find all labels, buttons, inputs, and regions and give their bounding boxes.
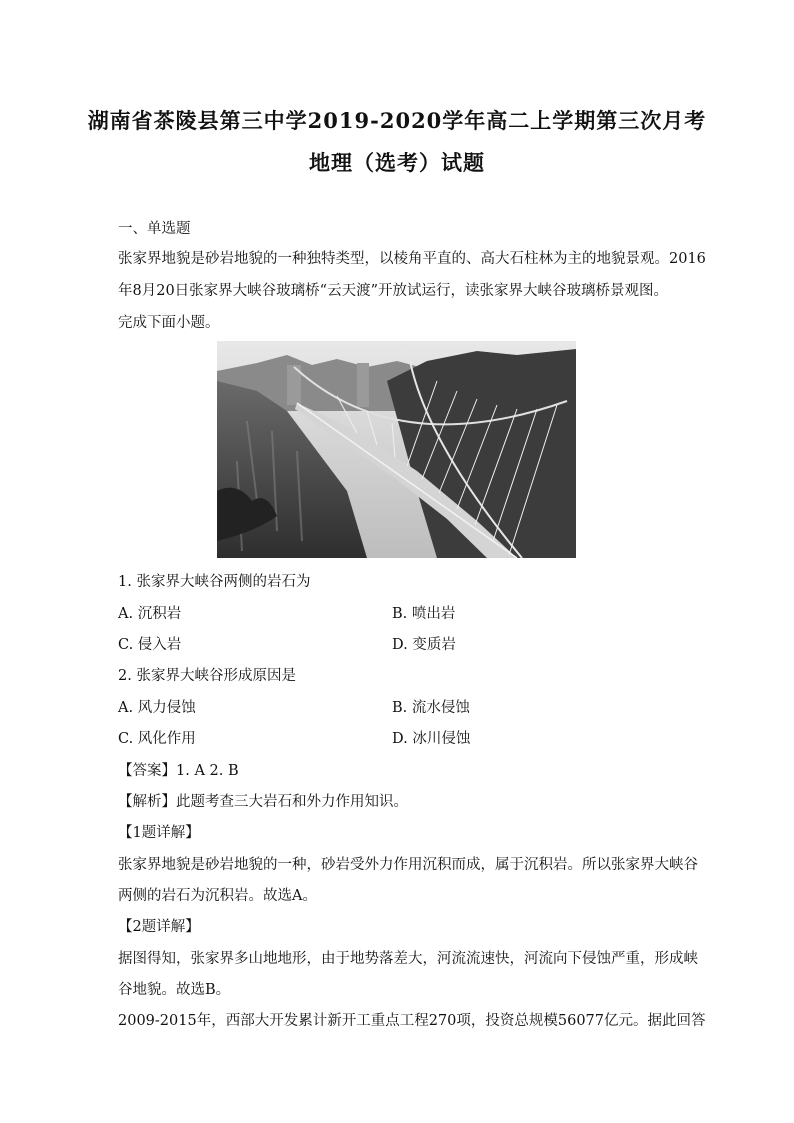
question-1-stem: 1. 张家界大峡谷两侧的岩石为 bbox=[118, 574, 311, 590]
q2-option-a: A. 风力侵蚀 bbox=[118, 700, 196, 716]
intro-line-1: 张家界地貌是砂岩地貌的一种独特类型，以棱角平直的、高大石柱林为主的地貌景观。2016 bbox=[118, 251, 706, 267]
q2-option-d: D. 冰川侵蚀 bbox=[392, 731, 471, 747]
section-heading: 一、单选题 bbox=[118, 221, 191, 237]
glass-bridge-illustration bbox=[217, 341, 576, 558]
q1-option-d: D. 变质岩 bbox=[392, 637, 456, 653]
q2-option-c: C. 风化作用 bbox=[118, 731, 196, 747]
analysis-line: 【解析】此题考查三大岩石和外力作用知识。 bbox=[118, 794, 408, 810]
detail-1-text-line-2: 两侧的岩石为沉积岩。故选A。 bbox=[118, 888, 317, 904]
next-section-text: 2009-2015年，西部大开发累计新开工重点工程270项，投资总规模56077亿元。据此回答 bbox=[118, 1013, 706, 1029]
detail-1-text-line-1: 张家界地貌是砂岩地貌的一种，砂岩受外力作用沉积而成，属于沉积岩。所以张家界大峡谷 bbox=[118, 857, 698, 873]
q1-option-b: B. 喷出岩 bbox=[392, 606, 456, 622]
detail-2-text-line-1: 据图得知，张家界多山地地形，由于地势落差大，河流流速快，河流向下侵蚀严重，形成峡 bbox=[118, 951, 698, 967]
glass-bridge-photo bbox=[217, 341, 576, 558]
detail-2-text-line-2: 谷地貌。故选B。 bbox=[118, 982, 231, 998]
q1-option-a: A. 沉积岩 bbox=[118, 606, 182, 622]
intro-line-3: 完成下面小题。 bbox=[118, 315, 220, 331]
question-2-stem: 2. 张家界大峡谷形成原因是 bbox=[118, 668, 296, 684]
detail-2-heading: 【2题详解】 bbox=[118, 919, 200, 935]
document-title-line2: 地理（选考）试题 bbox=[309, 150, 485, 175]
detail-1-heading: 【1题详解】 bbox=[118, 825, 200, 841]
q2-option-b: B. 流水侵蚀 bbox=[392, 700, 470, 716]
intro-line-2: 年8月20日张家界大峡谷玻璃桥“云天渡”开放试运行，读张家界大峡谷玻璃桥景观图。 bbox=[118, 283, 668, 299]
document-title-line1: 湖南省茶陵县第三中学2019-2020学年高二上学期第三次月考 bbox=[87, 108, 707, 133]
answer-line: 【答案】1. A 2. B bbox=[118, 763, 239, 779]
q1-option-c: C. 侵入岩 bbox=[118, 637, 182, 653]
